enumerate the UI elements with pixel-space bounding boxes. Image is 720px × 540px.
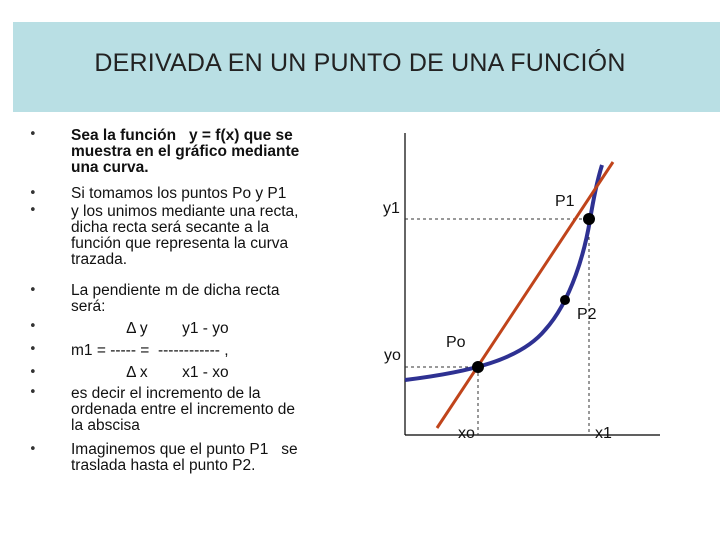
bullet-line: ordenada entre el incremento de [71,401,296,418]
bullet-marker: • [29,442,37,457]
point-p1 [583,213,595,225]
bullet-line: función que representa la curva [71,235,289,252]
bullet-marker: • [29,365,37,380]
bullet-line: dicha recta será secante a la [71,219,270,236]
secant-line [437,162,613,428]
label-y1: y1 [383,200,400,217]
bullet-marker: • [29,283,37,298]
label-p0: Po [446,334,466,351]
bullet-marker: • [29,385,37,400]
label-x1: x1 [595,425,612,442]
point-p0 [472,361,484,373]
bullet-line: y los unimos mediante una recta, [71,203,299,220]
bullet-line: Sea la función y = f(x) que se [71,127,293,144]
bullet-line: Δ y y1 - yo [71,320,229,337]
label-yo: yo [384,347,401,364]
bullet-marker: • [29,186,37,201]
bullet-line: trazada. [71,251,128,268]
slide-title: DERIVADA EN UN PUNTO DE UNA FUNCIÓN [94,49,626,77]
bullet-line: La pendiente m de dicha recta [71,282,280,299]
label-p2: P2 [577,306,597,323]
point-p2 [560,295,570,305]
derivative-diagram [360,120,660,450]
bullet-line: Δ x x1 - xo [71,364,229,381]
bullet-marker: • [29,203,37,218]
bullet-marker: • [29,127,37,142]
label-p1: P1 [555,193,575,210]
bullet-marker: • [29,319,37,334]
bullet-line: una curva. [71,159,149,176]
bullet-line: la abscisa [71,417,140,434]
bullet-line: Si tomamos los puntos Po y P1 [71,185,287,202]
bullet-line: m1 = ----- = ------------ , [71,342,229,359]
bullet-line: traslada hasta el punto P2. [71,457,256,474]
bullet-line: Imaginemos que el punto P1 se [71,441,298,458]
label-xo: xo [458,425,475,442]
bullet-line: es decir el incremento de la [71,385,261,402]
bullet-line: muestra en el gráfico mediante [71,143,300,160]
bullet-marker: • [29,342,37,357]
bullet-line: será: [71,298,106,315]
